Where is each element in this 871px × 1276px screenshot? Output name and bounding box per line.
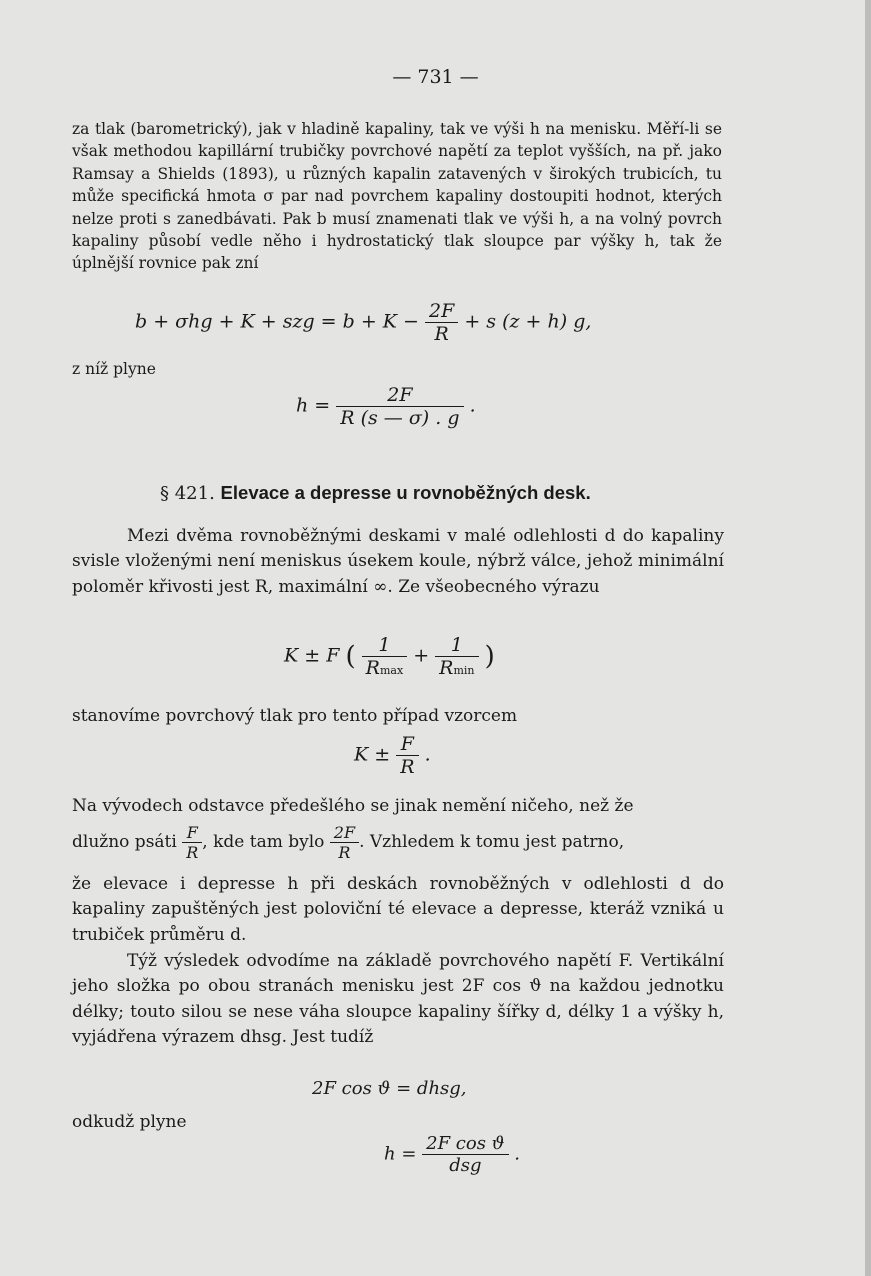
- equation-2-fraction: [336, 384, 463, 429]
- inline-fraction-a-numerator: F: [186, 823, 198, 842]
- equation-2-denominator: R (s — σ) . g: [336, 406, 463, 429]
- equation-3-close-paren: ): [484, 641, 495, 672]
- paragraph-4: Týž výsledek odvodíme na základě povrchového napětí F. Vertikální jeho složka po obou stranách menisku jest 2F cos ϑ na každou jednotku délky; touto silou se nese váha sloupce kapaliny šířky d, délky 1 a výšky h, vyjádřena výrazem dhsg. Jest tudíž: [72, 951, 724, 1047]
- section-number: § 421.: [160, 483, 215, 504]
- inline-fraction-b-numerator: 2F: [333, 823, 356, 842]
- equation-1: [135, 300, 591, 345]
- text-odkudz-plyne: odkudž plyne: [72, 1112, 187, 1132]
- equation-1-rhs: + s (z + h) g,: [464, 310, 592, 333]
- equation-1-denominator: R: [425, 322, 458, 345]
- inline-fraction-2f-r: [330, 823, 359, 862]
- equation-6-fraction: [422, 1133, 508, 1176]
- equation-3-numerator-1: 1: [378, 634, 391, 656]
- text-vzhledem: . Vzhledem k tomu jest patrno,: [359, 832, 625, 852]
- equation-2-numerator: 2F: [387, 384, 413, 406]
- inline-fraction-b-denominator: R: [330, 842, 359, 862]
- equation-2-lhs: h =: [296, 394, 331, 417]
- equation-3-numerator-2: 1: [450, 634, 463, 656]
- inline-fraction-f-r: [182, 823, 202, 862]
- equation-6-numerator: 2F cos ϑ: [426, 1133, 505, 1154]
- equation-1-lhs: b + σhg + K + szg = b + K −: [135, 310, 419, 333]
- section-heading: [160, 482, 591, 504]
- equation-4-numerator: F: [400, 733, 414, 755]
- paragraph-2: Mezi dvěma rovnoběžnými deskami v malé odlehlosti d do kapaliny svisle vloženými není meniskus úsekem koule, nýbrž válce, jehož minimální poloměr křivosti jest R, maximální ∞. Ze všeobecného výrazu: [72, 526, 724, 597]
- equation-3-fraction-max: [362, 634, 408, 679]
- equation-6-denominator: dsg: [422, 1154, 508, 1176]
- text-na-vyvodech: Na vývodech odstavce předešlého se jinak nemění ničeho, než že: [72, 796, 634, 816]
- page-edge: [865, 0, 871, 1276]
- equation-3-plus: +: [413, 644, 430, 667]
- equation-6-end: .: [514, 1143, 521, 1165]
- equation-3-subscript-max: max: [379, 664, 404, 677]
- equation-6: [384, 1133, 520, 1176]
- equation-3-r-min: R: [439, 657, 454, 679]
- text-dluzno-line: [72, 823, 624, 862]
- text-z-niz-plyne: z níž plyne: [72, 360, 156, 378]
- equation-4-denominator: R: [396, 755, 418, 778]
- paragraph-1: za tlak (barometrický), jak v hladině kapaliny, tak ve výši h na menisku. Měří-li se však methodou kapillární trubičky povrchové napětí za teplot vyšších, na př. jako Ramsay a Shields (1893), u různých kapalin zatavených v širokých trubicích, tu může specifická hmota σ par nad povrchem kapaliny dostoupiti hodnot, kterých nelze proti s zanedbávati. Pak b musí znamenati tlak ve výši h, a na volný povrch kapaliny působí vedle něho i hydrostatický tlak sloupce par výšky h, tak že úplnější rovnice pak zní: [72, 120, 722, 273]
- equation-3-denominator-2: [435, 656, 478, 679]
- section-title: Elevace a depresse u rovnoběžných desk.: [220, 482, 591, 503]
- inline-fraction-a-denominator: R: [182, 842, 202, 862]
- text-stanovime: stanovíme povrchový tlak pro tento případ vzorcem: [72, 706, 518, 726]
- equation-4-end: .: [424, 743, 431, 766]
- equation-3-lhs: K ± F: [284, 644, 340, 667]
- paragraph-3: že elevace i depresse h při deskách rovnoběžných v odlehlosti d do kapaliny zapuštěných jest poloviční té elevace a depresse, kteráž vzniká u trubiček průměru d.: [72, 874, 724, 945]
- equation-3-r-max: R: [365, 657, 380, 679]
- text-kde-tam-bylo: , kde tam bylo: [202, 832, 325, 852]
- equation-2: [296, 384, 476, 429]
- equation-4-lhs: K ±: [354, 743, 391, 766]
- equation-6-lhs: h =: [384, 1143, 417, 1165]
- equation-3: [284, 634, 495, 679]
- equation-3-fraction-min: [435, 634, 478, 679]
- equation-5: 2F cos ϑ = dhsg,: [312, 1078, 467, 1099]
- equation-3-subscript-min: min: [453, 664, 475, 677]
- text-dluzno-psati: dlužno psáti: [72, 832, 177, 852]
- equation-1-numerator: 2F: [429, 300, 455, 322]
- equation-4: [354, 733, 431, 778]
- page-number: — 731 —: [392, 66, 479, 88]
- equation-3-denominator-1: [362, 656, 408, 679]
- equation-4-fraction: [396, 733, 418, 778]
- equation-1-fraction: [425, 300, 458, 345]
- equation-2-end: .: [469, 394, 476, 417]
- equation-3-open-paren: (: [345, 641, 356, 672]
